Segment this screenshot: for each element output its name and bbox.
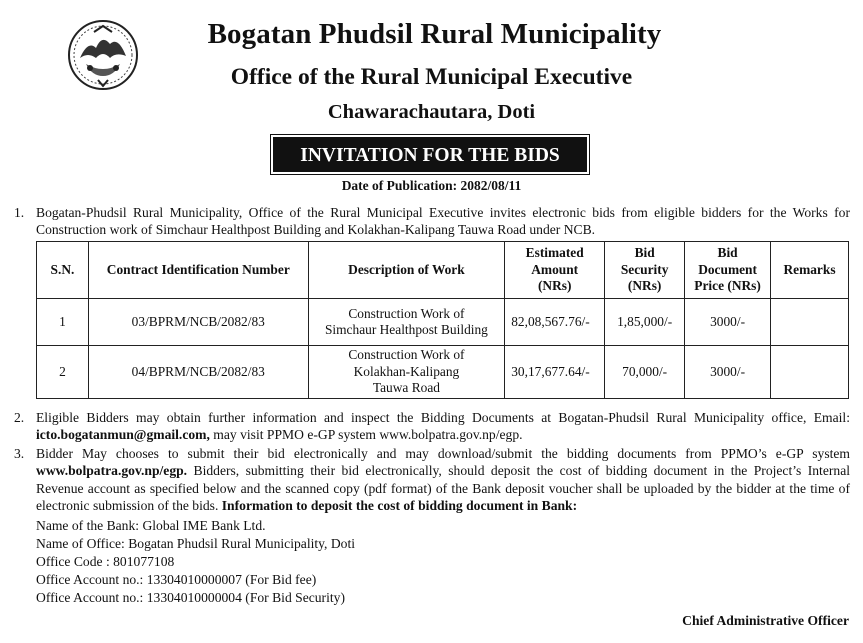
- bank-office-name: Name of Office: Bogatan Phudsil Rural Municipality, Doti: [36, 536, 356, 551]
- col-header-contract: Contract Identification Number: [88, 242, 308, 299]
- office-title: Office of the Rural Municipal Executive: [230, 64, 633, 90]
- col-header-security: Bid Security (NRs): [605, 242, 685, 299]
- clause-2: [14, 409, 850, 444]
- bank-account-fee: Office Account no.: 13304010000007 (For Bid fee): [36, 572, 317, 587]
- cell-security: 70,000/-: [605, 346, 685, 399]
- cell-security: 1,85,000/-: [605, 299, 685, 346]
- bank-office-code: Office Code : 801077108: [36, 554, 175, 569]
- cell-description: Construction Work of Simchaur Healthpost Building: [308, 299, 505, 346]
- bank-info-heading: Information to deposit the cost of bidding document in Bank:: [221, 498, 578, 514]
- contracts-table: [36, 241, 849, 399]
- table-header-row: [37, 242, 849, 299]
- contact-email: icto.bogatanmun@gmail.com,: [36, 427, 210, 443]
- cell-docprice: 3000/-: [685, 299, 771, 346]
- bank-account-security: Office Account no.: 13304010000004 (For Bid Security): [36, 590, 345, 605]
- clause-text: Bogatan-Phudsil Rural Municipality, Office of the Rural Municipal Executive invites electronic bids from eligible bidders for the Works for Construction work of Simchaur Healthpost Building and Kolakhan-Kalipang Tauwa Road under NCB.: [36, 205, 850, 238]
- clause-1: [14, 204, 850, 239]
- cell-sn: 2: [37, 346, 89, 399]
- cell-docprice: 3000/-: [685, 346, 771, 399]
- cell-amount: 30,17,677.64/-: [505, 346, 605, 399]
- cell-amount: 82,08,567.76/-: [505, 299, 605, 346]
- cell-contract: 03/BPRM/NCB/2082/83: [88, 299, 308, 346]
- col-header-amount: Estimated Amount (NRs): [505, 242, 605, 299]
- clause-number: 3.: [14, 446, 25, 461]
- table-row: [37, 299, 849, 346]
- invitation-banner: INVITATION FOR THE BIDS: [273, 137, 587, 172]
- clause-text: Bidder May chooses to submit their bid electronically and may download/submit the bidding documents from PPMO’s e-GP system www.bolpatra.gov.np/egp. Bidders, submitting their bid electronically, should deposit the cost of bidding document in the Project’s Internal Revenue account as specified below and the scanned copy (pdf format) of the Bank deposit voucher shall be uploaded by the bidder at the time of electronic submission of the bids. Information to deposit the cost of bidding document in Bank:: [36, 446, 850, 514]
- cell-description: Construction Work of Kolakhan-Kalipang Tauwa Road: [308, 346, 505, 399]
- clause-3: [14, 445, 850, 515]
- clause-text: Eligible Bidders may obtain further information and inspect the Bidding Documents at Bogatan-Phudsil Rural Municipality office, Email: icto.bogatanmun@gmail.com, may visit PPMO e-GP system www.bolpatra.gov.np/egp.: [36, 410, 850, 443]
- cell-remarks: [771, 299, 849, 346]
- table-row: [37, 346, 849, 399]
- office-location: Chawarachautara, Doti: [327, 101, 536, 123]
- signatory: Chief Administrative Officer: [682, 613, 849, 628]
- clause-number: 2.: [14, 410, 25, 425]
- egp-site: www.bolpatra.gov.np/egp.: [36, 463, 188, 479]
- cell-remarks: [771, 346, 849, 399]
- cell-sn: 1: [37, 299, 89, 346]
- municipality-title: Bogatan Phudsil Rural Municipality: [207, 18, 662, 50]
- bank-name: Name of the Bank: Global IME Bank Ltd.: [36, 518, 266, 533]
- col-header-description: Description of Work: [308, 242, 505, 299]
- publication-date: Date of Publication: 2082/08/11: [341, 178, 522, 193]
- col-header-remarks: Remarks: [771, 242, 849, 299]
- cell-contract: 04/BPRM/NCB/2082/83: [88, 346, 308, 399]
- col-header-docprice: Bid Document Price (NRs): [685, 242, 771, 299]
- clause-number: 1.: [14, 205, 25, 220]
- col-header-sn: S.N.: [37, 242, 89, 299]
